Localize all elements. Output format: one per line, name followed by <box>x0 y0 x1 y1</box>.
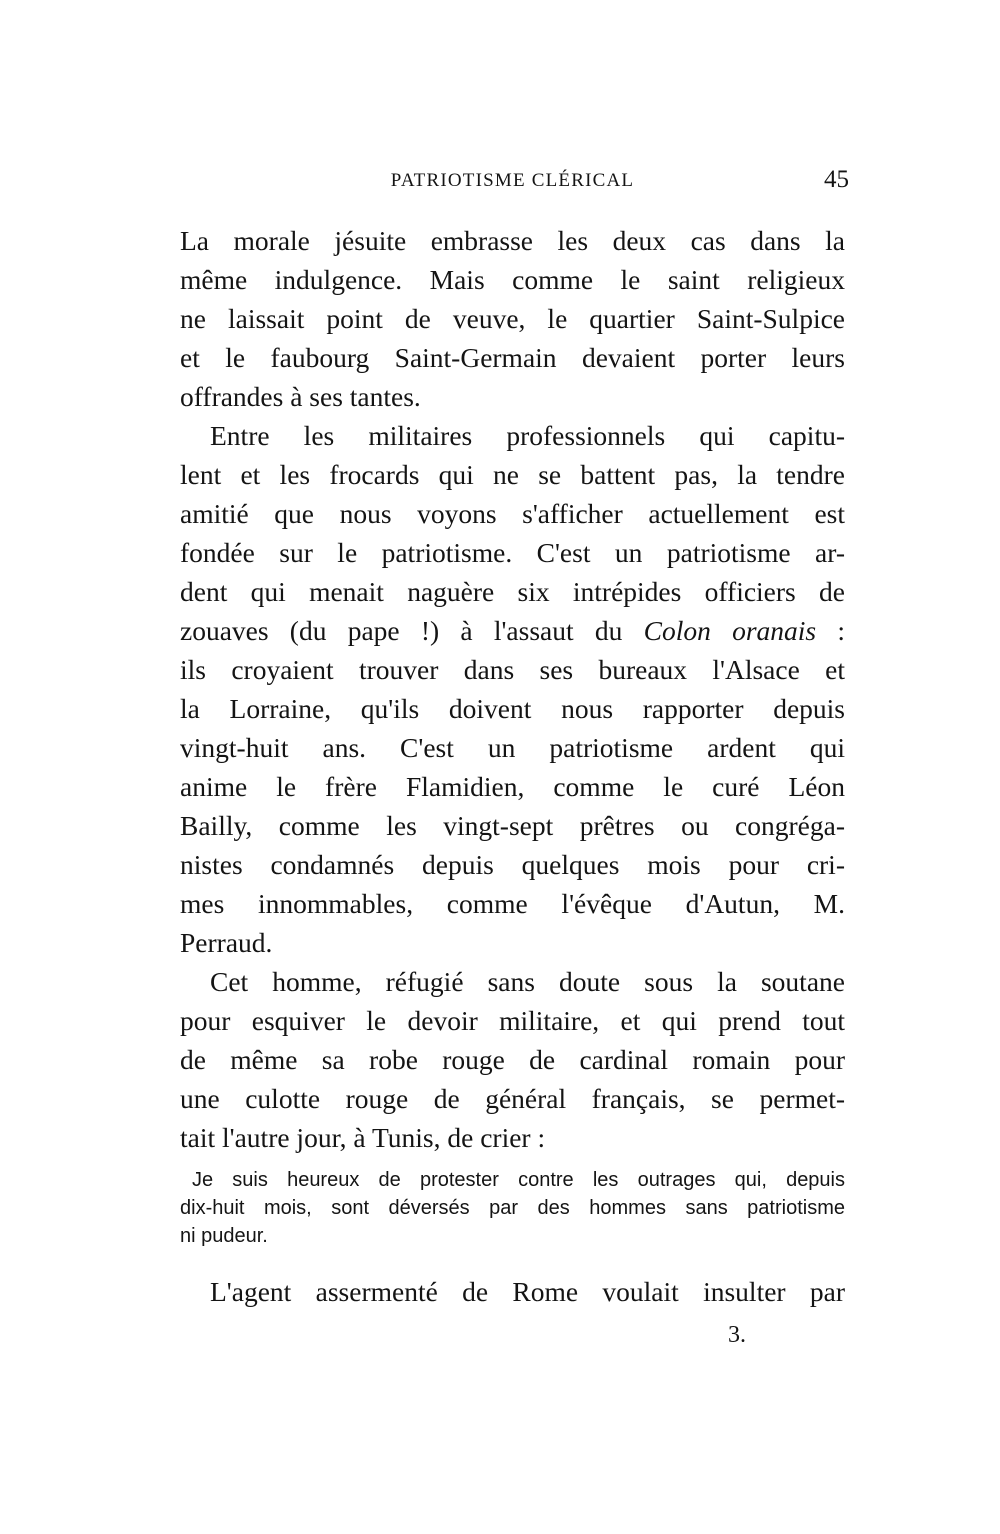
text-line: Cet homme, réfugié sans doute sous la soutane <box>210 966 845 997</box>
text-line: ne laissait point de veuve, le quartier Saint-Sulpice <box>180 303 845 334</box>
text-line: ils croyaient trouver dans ses bureaux l'Alsace et <box>180 654 845 685</box>
text-line: anime le frère Flamidien, comme le curé Léon <box>180 771 845 802</box>
quote-line: dix-huit mois, sont déversés par des hommes sans patriotisme <box>180 1197 845 1219</box>
closing-paragraph <box>180 1272 845 1311</box>
text-line: zouaves (du pape !) à l'assaut du Colon oranais : <box>180 615 845 646</box>
running-head <box>180 166 849 200</box>
newspaper-title: Colon oranais <box>643 615 817 646</box>
paragraph-1 <box>180 221 845 416</box>
text-line: une culotte rouge de général français, se permet- <box>180 1083 845 1114</box>
text-line: Perraud. <box>180 927 273 958</box>
text-line: la Lorraine, qu'ils doivent nous rapporter depuis <box>180 693 845 724</box>
text-line: vingt-huit ans. C'est un patriotisme ardent qui <box>180 732 845 763</box>
text-line: pour esquiver le devoir militaire, et qui prend tout <box>180 1005 845 1036</box>
text-line: fondée sur le patriotisme. C'est un patriotisme ar- <box>180 537 845 568</box>
text-line: L'agent assermenté de Rome voulait insulter par <box>210 1276 845 1307</box>
text-line: Bailly, comme les vingt-sept prêtres ou congréga- <box>180 810 845 841</box>
block-quote <box>180 1166 845 1250</box>
text-line: mes innommables, comme l'évêque d'Autun, M. <box>180 888 845 919</box>
signature-mark: 3. <box>728 1322 746 1348</box>
text-line: Entre les militaires professionnels qui capitu- <box>210 420 845 451</box>
page-number: 45 <box>824 166 849 193</box>
paragraph-2 <box>180 416 845 962</box>
paragraph-3 <box>180 962 845 1157</box>
text-line: La morale jésuite embrasse les deux cas dans la <box>180 225 845 256</box>
running-title: PATRIOTISME CLÉRICAL <box>390 170 635 191</box>
text-line: amitié que nous voyons s'afficher actuellement est <box>180 498 845 529</box>
text-line: de même sa robe rouge de cardinal romain pour <box>180 1044 845 1075</box>
text-line: et le faubourg Saint-Germain devaient porter leurs <box>180 342 845 373</box>
text-line: dent qui menait naguère six intrépides officiers de <box>180 576 845 607</box>
text-line: nistes condamnés depuis quelques mois pour cri- <box>180 849 845 880</box>
text-line: même indulgence. Mais comme le saint religieux <box>180 264 845 295</box>
text-line: offrandes à ses tantes. <box>180 381 421 412</box>
quote-line: Je suis heureux de protester contre les outrages qui, depuis <box>192 1169 845 1191</box>
text-line: tait l'autre jour, à Tunis, de crier : <box>180 1122 546 1153</box>
text-line: lent et les frocards qui ne se battent pas, la tendre <box>180 459 845 490</box>
quote-line: ni pudeur. <box>180 1225 268 1247</box>
